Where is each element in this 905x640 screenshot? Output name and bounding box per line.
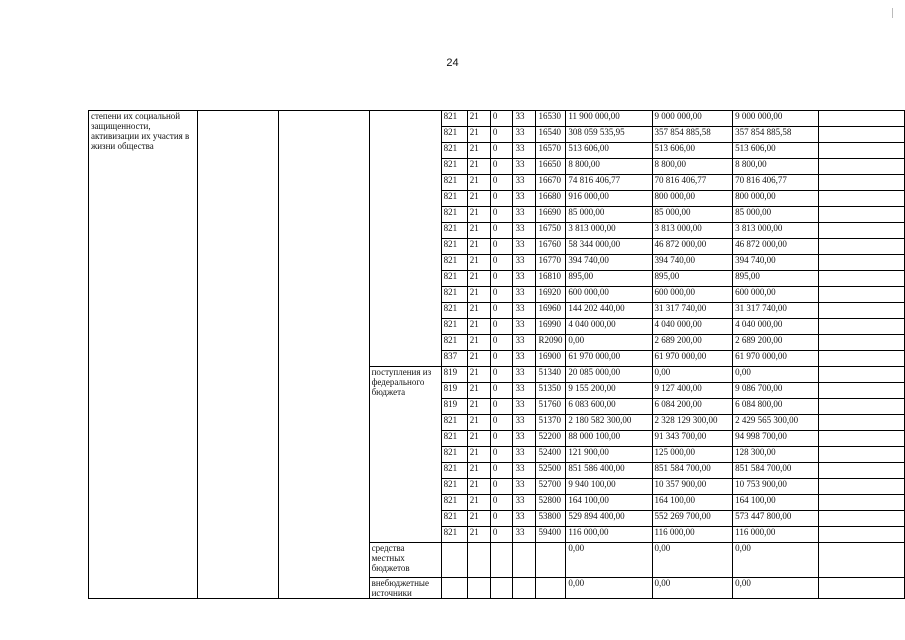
empty-trailing-cell	[819, 383, 905, 399]
value-year2-cell: 4 040 000,00	[652, 319, 733, 335]
value-year2-cell: 8 800,00	[652, 159, 733, 175]
empty-trailing-cell	[819, 159, 905, 175]
program-code-cell: 33	[513, 111, 536, 127]
subsection-code-cell: 0	[490, 159, 513, 175]
admin-code-cell: 819	[441, 367, 467, 383]
admin-code-cell: 821	[441, 431, 467, 447]
value-year3-cell: 46 872 000,00	[733, 239, 819, 255]
target-code-cell: 53800	[536, 511, 566, 527]
value-year2-cell: 10 357 900,00	[652, 479, 733, 495]
value-year1-cell: 144 202 440,00	[566, 303, 652, 319]
value-year1-cell: 851 586 400,00	[566, 463, 652, 479]
empty-trailing-cell	[819, 578, 905, 599]
target-code-cell: 51370	[536, 415, 566, 431]
program-code-cell: 33	[513, 367, 536, 383]
empty-trailing-cell	[819, 239, 905, 255]
value-year3-cell: 3 813 000,00	[733, 223, 819, 239]
section-code-cell: 21	[467, 127, 490, 143]
section-code-cell: 21	[467, 447, 490, 463]
empty-code-cell	[536, 543, 566, 578]
value-year1-cell: 0,00	[566, 578, 652, 599]
section-code-cell: 21	[467, 223, 490, 239]
empty-trailing-cell	[819, 351, 905, 367]
target-code-cell: 51340	[536, 367, 566, 383]
value-year3-cell: 9 086 700,00	[733, 383, 819, 399]
value-year3-cell: 61 970 000,00	[733, 351, 819, 367]
row-group-label-cell: степени их социальной защищенности, активизации их участия в жизни общества	[89, 111, 198, 599]
value-year2-cell: 31 317 740,00	[652, 303, 733, 319]
subsection-code-cell: 0	[490, 111, 513, 127]
value-year1-cell: 116 000,00	[566, 527, 652, 543]
target-code-cell: 16810	[536, 271, 566, 287]
section-code-cell: 21	[467, 319, 490, 335]
subsection-code-cell: 0	[490, 143, 513, 159]
value-year2-cell: 357 854 885,58	[652, 127, 733, 143]
empty-trailing-cell	[819, 431, 905, 447]
program-code-cell: 33	[513, 351, 536, 367]
value-year2-cell: 513 606,00	[652, 143, 733, 159]
empty-trailing-cell	[819, 447, 905, 463]
subsection-code-cell: 0	[490, 511, 513, 527]
empty-trailing-cell	[819, 319, 905, 335]
value-year2-cell: 61 970 000,00	[652, 351, 733, 367]
value-year2-cell: 0,00	[652, 578, 733, 599]
section-code-cell: 21	[467, 479, 490, 495]
value-year3-cell: 10 753 900,00	[733, 479, 819, 495]
empty-trailing-cell	[819, 511, 905, 527]
subsection-code-cell: 0	[490, 383, 513, 399]
subsection-code-cell: 0	[490, 367, 513, 383]
value-year3-cell: 513 606,00	[733, 143, 819, 159]
program-code-cell: 33	[513, 175, 536, 191]
admin-code-cell: 821	[441, 447, 467, 463]
admin-code-cell: 821	[441, 335, 467, 351]
target-code-cell: R2090	[536, 335, 566, 351]
admin-code-cell: 821	[441, 527, 467, 543]
program-code-cell: 33	[513, 207, 536, 223]
value-year3-cell: 94 998 700,00	[733, 431, 819, 447]
value-year3-cell: 895,00	[733, 271, 819, 287]
source-label-local-cell: средства местных бюджетов	[369, 543, 441, 578]
program-code-cell: 33	[513, 239, 536, 255]
empty-column-cell	[278, 111, 369, 599]
value-year3-cell: 9 000 000,00	[733, 111, 819, 127]
value-year1-cell: 121 900,00	[566, 447, 652, 463]
value-year2-cell: 70 816 406,77	[652, 175, 733, 191]
empty-trailing-cell	[819, 287, 905, 303]
subsection-code-cell: 0	[490, 479, 513, 495]
value-year1-cell: 308 059 535,95	[566, 127, 652, 143]
subsection-code-cell: 0	[490, 191, 513, 207]
admin-code-cell: 821	[441, 255, 467, 271]
value-year3-cell: 6 084 800,00	[733, 399, 819, 415]
value-year1-cell: 74 816 406,77	[566, 175, 652, 191]
program-code-cell: 33	[513, 287, 536, 303]
value-year2-cell: 6 084 200,00	[652, 399, 733, 415]
value-year1-cell: 895,00	[566, 271, 652, 287]
value-year1-cell: 0,00	[566, 543, 652, 578]
program-code-cell: 33	[513, 127, 536, 143]
section-code-cell: 21	[467, 239, 490, 255]
target-code-cell: 52700	[536, 479, 566, 495]
subsection-code-cell: 0	[490, 207, 513, 223]
empty-code-cell	[467, 578, 490, 599]
value-year1-cell: 8 800,00	[566, 159, 652, 175]
target-code-cell: 16570	[536, 143, 566, 159]
value-year3-cell: 85 000,00	[733, 207, 819, 223]
empty-trailing-cell	[819, 223, 905, 239]
value-year3-cell: 394 740,00	[733, 255, 819, 271]
value-year3-cell: 164 100,00	[733, 495, 819, 511]
target-code-cell: 51350	[536, 383, 566, 399]
value-year3-cell: 31 317 740,00	[733, 303, 819, 319]
section-code-cell: 21	[467, 495, 490, 511]
target-code-cell: 16540	[536, 127, 566, 143]
program-code-cell: 33	[513, 495, 536, 511]
value-year2-cell: 85 000,00	[652, 207, 733, 223]
empty-trailing-cell	[819, 543, 905, 578]
value-year1-cell: 513 606,00	[566, 143, 652, 159]
program-code-cell: 33	[513, 159, 536, 175]
program-code-cell: 33	[513, 335, 536, 351]
program-code-cell: 33	[513, 479, 536, 495]
page-number: 24	[446, 57, 459, 69]
value-year1-cell: 164 100,00	[566, 495, 652, 511]
subsection-code-cell: 0	[490, 255, 513, 271]
section-code-cell: 21	[467, 111, 490, 127]
program-code-cell: 33	[513, 431, 536, 447]
subsection-code-cell: 0	[490, 495, 513, 511]
value-year2-cell: 116 000,00	[652, 527, 733, 543]
budget-table-body	[89, 111, 905, 599]
source-empty-cell	[369, 111, 441, 367]
value-year3-cell: 2 429 565 300,00	[733, 415, 819, 431]
program-code-cell: 33	[513, 223, 536, 239]
section-code-cell: 21	[467, 367, 490, 383]
empty-code-cell	[490, 543, 513, 578]
value-year2-cell: 895,00	[652, 271, 733, 287]
program-code-cell: 33	[513, 511, 536, 527]
admin-code-cell: 821	[441, 479, 467, 495]
empty-code-cell	[490, 578, 513, 599]
empty-trailing-cell	[819, 175, 905, 191]
subsection-code-cell: 0	[490, 527, 513, 543]
source-label-offbudget-cell: внебюджетные источники	[369, 578, 441, 599]
subsection-code-cell: 0	[490, 175, 513, 191]
empty-code-cell	[513, 578, 536, 599]
value-year1-cell: 61 970 000,00	[566, 351, 652, 367]
admin-code-cell: 819	[441, 399, 467, 415]
section-code-cell: 21	[467, 207, 490, 223]
value-year3-cell: 4 040 000,00	[733, 319, 819, 335]
value-year2-cell: 91 343 700,00	[652, 431, 733, 447]
section-code-cell: 21	[467, 527, 490, 543]
target-code-cell: 16920	[536, 287, 566, 303]
value-year2-cell: 800 000,00	[652, 191, 733, 207]
admin-code-cell: 821	[441, 495, 467, 511]
value-year1-cell: 394 740,00	[566, 255, 652, 271]
value-year3-cell: 800 000,00	[733, 191, 819, 207]
value-year2-cell: 552 269 700,00	[652, 511, 733, 527]
budget-table	[88, 110, 905, 599]
target-code-cell: 59400	[536, 527, 566, 543]
value-year1-cell: 2 180 582 300,00	[566, 415, 652, 431]
subsection-code-cell: 0	[490, 127, 513, 143]
section-code-cell: 21	[467, 511, 490, 527]
subsection-code-cell: 0	[490, 463, 513, 479]
target-code-cell: 52800	[536, 495, 566, 511]
value-year2-cell: 600 000,00	[652, 287, 733, 303]
admin-code-cell: 821	[441, 415, 467, 431]
value-year3-cell: 357 854 885,58	[733, 127, 819, 143]
target-code-cell: 52200	[536, 431, 566, 447]
section-code-cell: 21	[467, 383, 490, 399]
value-year3-cell: 600 000,00	[733, 287, 819, 303]
empty-column-cell	[198, 111, 278, 599]
program-code-cell: 33	[513, 527, 536, 543]
admin-code-cell: 821	[441, 271, 467, 287]
subsection-code-cell: 0	[490, 335, 513, 351]
value-year2-cell: 46 872 000,00	[652, 239, 733, 255]
admin-code-cell: 821	[441, 223, 467, 239]
value-year2-cell: 851 584 700,00	[652, 463, 733, 479]
value-year1-cell: 88 000 100,00	[566, 431, 652, 447]
section-code-cell: 21	[467, 431, 490, 447]
value-year1-cell: 600 000,00	[566, 287, 652, 303]
subsection-code-cell: 0	[490, 415, 513, 431]
empty-trailing-cell	[819, 399, 905, 415]
section-code-cell: 21	[467, 191, 490, 207]
empty-trailing-cell	[819, 303, 905, 319]
target-code-cell: 16900	[536, 351, 566, 367]
target-code-cell: 16990	[536, 319, 566, 335]
empty-trailing-cell	[819, 271, 905, 287]
section-code-cell: 21	[467, 335, 490, 351]
section-code-cell: 21	[467, 399, 490, 415]
value-year3-cell: 70 816 406,77	[733, 175, 819, 191]
admin-code-cell: 821	[441, 511, 467, 527]
admin-code-cell: 821	[441, 191, 467, 207]
value-year2-cell: 0,00	[652, 543, 733, 578]
program-code-cell: 33	[513, 447, 536, 463]
value-year3-cell: 0,00	[733, 367, 819, 383]
target-code-cell: 16760	[536, 239, 566, 255]
section-code-cell: 21	[467, 463, 490, 479]
empty-code-cell	[513, 543, 536, 578]
empty-trailing-cell	[819, 367, 905, 383]
program-code-cell: 33	[513, 415, 536, 431]
empty-trailing-cell	[819, 415, 905, 431]
subsection-code-cell: 0	[490, 239, 513, 255]
target-code-cell: 16750	[536, 223, 566, 239]
value-year2-cell: 0,00	[652, 367, 733, 383]
admin-code-cell: 821	[441, 143, 467, 159]
value-year1-cell: 6 083 600,00	[566, 399, 652, 415]
program-code-cell: 33	[513, 271, 536, 287]
subsection-code-cell: 0	[490, 431, 513, 447]
value-year1-cell: 20 085 000,00	[566, 367, 652, 383]
value-year1-cell: 85 000,00	[566, 207, 652, 223]
section-code-cell: 21	[467, 303, 490, 319]
value-year3-cell: 2 689 200,00	[733, 335, 819, 351]
section-code-cell: 21	[467, 143, 490, 159]
subsection-code-cell: 0	[490, 319, 513, 335]
admin-code-cell: 821	[441, 127, 467, 143]
empty-trailing-cell	[819, 527, 905, 543]
value-year1-cell: 529 894 400,00	[566, 511, 652, 527]
table-row	[89, 111, 905, 127]
admin-code-cell: 821	[441, 303, 467, 319]
section-code-cell: 21	[467, 415, 490, 431]
admin-code-cell: 821	[441, 239, 467, 255]
value-year1-cell: 0,00	[566, 335, 652, 351]
value-year3-cell: 0,00	[733, 543, 819, 578]
empty-trailing-cell	[819, 255, 905, 271]
value-year1-cell: 4 040 000,00	[566, 319, 652, 335]
subsection-code-cell: 0	[490, 351, 513, 367]
program-code-cell: 33	[513, 191, 536, 207]
empty-trailing-cell	[819, 335, 905, 351]
program-code-cell: 33	[513, 383, 536, 399]
value-year3-cell: 573 447 800,00	[733, 511, 819, 527]
value-year1-cell: 9 940 100,00	[566, 479, 652, 495]
section-code-cell: 21	[467, 271, 490, 287]
empty-trailing-cell	[819, 127, 905, 143]
section-code-cell: 21	[467, 159, 490, 175]
empty-trailing-cell	[819, 191, 905, 207]
target-code-cell: 52400	[536, 447, 566, 463]
admin-code-cell: 821	[441, 175, 467, 191]
value-year1-cell: 3 813 000,00	[566, 223, 652, 239]
program-code-cell: 33	[513, 399, 536, 415]
empty-code-cell	[441, 578, 467, 599]
program-code-cell: 33	[513, 143, 536, 159]
target-code-cell: 16530	[536, 111, 566, 127]
target-code-cell: 16690	[536, 207, 566, 223]
target-code-cell: 51760	[536, 399, 566, 415]
admin-code-cell: 821	[441, 463, 467, 479]
admin-code-cell: 821	[441, 319, 467, 335]
empty-code-cell	[536, 578, 566, 599]
section-code-cell: 21	[467, 255, 490, 271]
target-code-cell: 52500	[536, 463, 566, 479]
scan-edge-mark	[892, 8, 893, 18]
empty-code-cell	[467, 543, 490, 578]
value-year2-cell: 3 813 000,00	[652, 223, 733, 239]
empty-trailing-cell	[819, 495, 905, 511]
target-code-cell: 16960	[536, 303, 566, 319]
subsection-code-cell: 0	[490, 303, 513, 319]
value-year3-cell: 0,00	[733, 578, 819, 599]
value-year2-cell: 9 127 400,00	[652, 383, 733, 399]
section-code-cell: 21	[467, 351, 490, 367]
empty-trailing-cell	[819, 463, 905, 479]
value-year3-cell: 128 300,00	[733, 447, 819, 463]
empty-code-cell	[441, 543, 467, 578]
value-year2-cell: 394 740,00	[652, 255, 733, 271]
program-code-cell: 33	[513, 303, 536, 319]
empty-trailing-cell	[819, 143, 905, 159]
value-year2-cell: 2 689 200,00	[652, 335, 733, 351]
section-code-cell: 21	[467, 175, 490, 191]
value-year2-cell: 9 000 000,00	[652, 111, 733, 127]
value-year2-cell: 164 100,00	[652, 495, 733, 511]
empty-trailing-cell	[819, 111, 905, 127]
admin-code-cell: 821	[441, 287, 467, 303]
empty-trailing-cell	[819, 207, 905, 223]
program-code-cell: 33	[513, 463, 536, 479]
target-code-cell: 16680	[536, 191, 566, 207]
admin-code-cell: 821	[441, 159, 467, 175]
admin-code-cell: 821	[441, 111, 467, 127]
value-year3-cell: 8 800,00	[733, 159, 819, 175]
program-code-cell: 33	[513, 255, 536, 271]
target-code-cell: 16670	[536, 175, 566, 191]
source-label-federal-cell: поступления из федерального бюджета	[369, 367, 441, 543]
subsection-code-cell: 0	[490, 399, 513, 415]
program-code-cell: 33	[513, 319, 536, 335]
value-year3-cell: 851 584 700,00	[733, 463, 819, 479]
value-year1-cell: 9 155 200,00	[566, 383, 652, 399]
empty-trailing-cell	[819, 479, 905, 495]
admin-code-cell: 819	[441, 383, 467, 399]
value-year1-cell: 11 900 000,00	[566, 111, 652, 127]
target-code-cell: 16770	[536, 255, 566, 271]
value-year2-cell: 125 000,00	[652, 447, 733, 463]
value-year1-cell: 58 344 000,00	[566, 239, 652, 255]
admin-code-cell: 837	[441, 351, 467, 367]
target-code-cell: 16650	[536, 159, 566, 175]
subsection-code-cell: 0	[490, 447, 513, 463]
admin-code-cell: 821	[441, 207, 467, 223]
value-year3-cell: 116 000,00	[733, 527, 819, 543]
subsection-code-cell: 0	[490, 223, 513, 239]
subsection-code-cell: 0	[490, 287, 513, 303]
value-year1-cell: 916 000,00	[566, 191, 652, 207]
subsection-code-cell: 0	[490, 271, 513, 287]
section-code-cell: 21	[467, 287, 490, 303]
value-year2-cell: 2 328 129 300,00	[652, 415, 733, 431]
